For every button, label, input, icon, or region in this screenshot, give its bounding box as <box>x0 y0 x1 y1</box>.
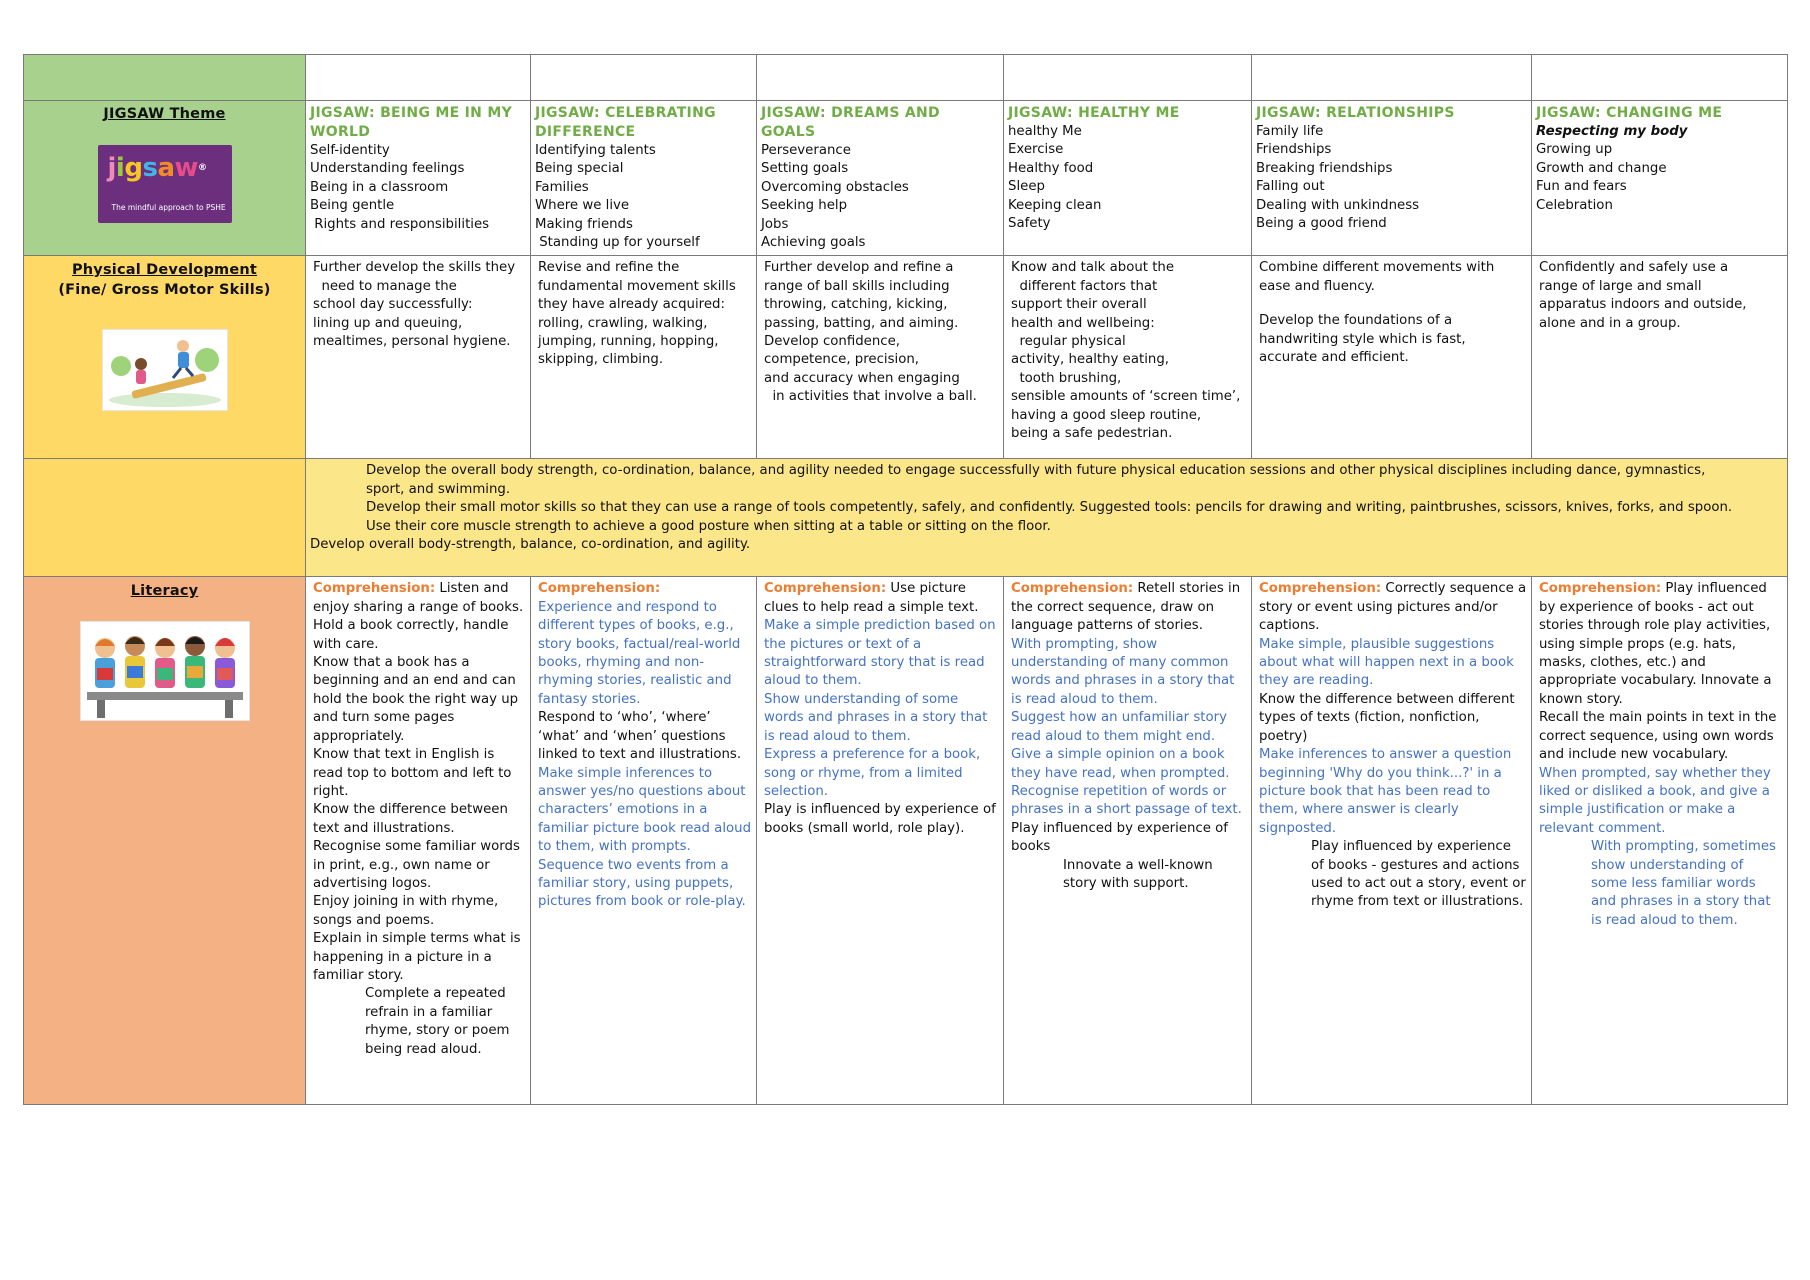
physical-skill-line: ease and fluency. <box>1259 278 1375 294</box>
jigsaw-theme-item: Self-identity <box>310 143 390 158</box>
literacy-objective-blue: Make inferences to answer a question beginning 'Why do you think...?' in a picture book that has been read to them, where answer is clearly signposted. <box>1259 747 1512 836</box>
literacy-objective-blue-indented: With prompting, sometimes show understanding of some less familiar words and phrases in a story that is read aloud to them. <box>1591 839 1776 928</box>
literacy-objective: Use picture clues to help read a simple text. <box>764 581 979 615</box>
physical-skill-line: need to manage the <box>313 278 457 294</box>
literacy-objective: Correctly sequence a story or event using pictures and/or captions. <box>1259 581 1527 634</box>
physical-cell-healthy-me <box>1004 256 1252 459</box>
physical-skill-line: handwriting style which is fast, <box>1259 331 1466 347</box>
physical-overall-header <box>24 459 306 577</box>
literacy-row-title: Literacy <box>130 583 199 600</box>
jigsaw-theme-item: Growing up <box>1536 142 1613 158</box>
jigsaw-theme-relationships <box>1252 101 1532 256</box>
children-playing-illustration <box>102 329 228 411</box>
jigsaw-theme-item: Setting goals <box>761 161 849 177</box>
blank-cell <box>1004 55 1252 101</box>
physical-overall-goal-line: Develop overall body-strength, balance, co-ordination, and agility. <box>310 537 751 553</box>
physical-overall-goal-line: sport, and swimming. <box>366 481 511 497</box>
literacy-objective-blue: Make simple inferences to answer yes/no questions about characters’ emotions in a familiar picture book read aloud to them, with prompts. <box>538 765 752 855</box>
literacy-objective: Explain in simple terms what is happening in a picture in a familiar story. <box>313 931 521 983</box>
physical-skill-line: they have already acquired: <box>538 297 725 313</box>
physical-overall-row <box>24 459 1788 577</box>
physical-skill-line: alone and in a group. <box>1539 315 1681 331</box>
literacy-objective-blue: Make simple, plausible suggestions about what will happen next in a book they are reading. <box>1259 636 1514 689</box>
physical-skill-line: fundamental movement skills <box>538 278 736 294</box>
jigsaw-theme-item: Families <box>535 179 589 195</box>
physical-skill-line: sensible amounts of ‘screen time’, <box>1011 389 1241 405</box>
jigsaw-theme-healthy-me <box>1004 101 1252 256</box>
literacy-cell-healthy-me <box>1004 577 1252 1105</box>
literacy-objective-blue: When prompted, say whether they liked or disliked a book, and give a simple justification or make a relevant comment. <box>1539 765 1771 836</box>
physical-skill-line: lining up and queuing, <box>313 315 463 331</box>
literacy-objective-blue: With prompting, show understanding of many common words and phrases in a story that is read aloud to them. <box>1011 636 1235 707</box>
jigsaw-theme-item: Healthy food <box>1008 160 1094 176</box>
comprehension-label: Comprehension: <box>1011 581 1134 597</box>
physical-cell-being-me <box>306 256 531 459</box>
jigsaw-theme-item: Sleep <box>1008 179 1045 195</box>
physical-skill-line: competence, precision, <box>764 352 919 368</box>
physical-cell-changing-me <box>1532 256 1788 459</box>
physical-skill-line: mealtimes, personal hygiene. <box>313 334 511 350</box>
literacy-row-header <box>24 577 306 1105</box>
literacy-objective-blue: Sequence two events from a familiar story, using puppets, pictures from book or role-play. <box>538 857 746 910</box>
literacy-objective-blue: Recognise repetition of words or phrases in a short passage of text. <box>1011 783 1242 818</box>
comprehension-label: Comprehension: <box>1539 581 1662 597</box>
jigsaw-theme-title: JIGSAW: HEALTHY ME <box>1008 105 1180 121</box>
logo-letter: w <box>174 153 199 184</box>
children-playing-image <box>103 330 227 410</box>
jigsaw-theme-title: JIGSAW: BEING ME IN MY WORLD <box>310 105 513 140</box>
physical-skill-line: Further develop and refine a <box>764 260 954 276</box>
physical-skill-line: passing, batting, and aiming. <box>764 315 959 331</box>
physical-skill-line: skipping, climbing. <box>538 352 664 368</box>
jigsaw-theme-item: Understanding feelings <box>310 161 465 177</box>
physical-skill-line <box>1259 296 1527 312</box>
physical-skill-line: support their overall <box>1011 297 1147 313</box>
physical-skill-line: throwing, catching, kicking, <box>764 297 948 313</box>
physical-skill-line: Revise and refine the <box>538 260 680 276</box>
physical-skill-line: range of ball skills including <box>764 278 950 294</box>
physical-overall-goal-line: Develop the overall body strength, co-ordination, balance, and agility needed to engage successfully with future physical education sessions and other physical disciplines including dance, gymnastics, <box>366 463 1706 479</box>
jigsaw-theme-item: Family life <box>1256 124 1324 139</box>
physical-skill-line: range of large and small <box>1539 278 1702 294</box>
curriculum-sheet <box>23 54 1787 1105</box>
jigsaw-theme-item: Exercise <box>1008 142 1064 158</box>
literacy-cell-dreams-and-goals <box>757 577 1004 1105</box>
jigsaw-logo <box>98 145 232 223</box>
literacy-objective: Recall the main points in text in the correct sequence, using own words and include new vocabulary. <box>1539 710 1777 763</box>
literacy-objective-blue: Give a simple opinion on a book they have read, when prompted. <box>1011 747 1230 781</box>
literacy-objective: Know the difference between text and illustrations. <box>313 802 508 836</box>
literacy-objective: Know that a book has a beginning and an end and can hold the book the right way up and turn some pages appropriately. <box>313 655 519 744</box>
jigsaw-row-header <box>24 101 306 256</box>
comprehension-label: Comprehension: <box>1259 581 1382 597</box>
literacy-objective: Hold a book correctly, handle with care. <box>313 618 509 652</box>
literacy-objective: Play is influenced by experience of books (small world, role play). <box>764 802 996 836</box>
literacy-objective-blue: Express a preference for a book, song or rhyme, from a limited selection. <box>764 747 981 799</box>
physical-skill-line: regular physical <box>1011 334 1126 350</box>
jigsaw-theme-item: Being gentle <box>310 198 395 214</box>
literacy-objective: Know the difference between different types of texts (fiction, nonfiction, poetry) <box>1259 691 1515 744</box>
jigsaw-theme-item: Being in a classroom <box>310 179 449 195</box>
physical-skill-line: rolling, crawling, walking, <box>538 315 708 331</box>
physical-cell-relationships <box>1252 256 1532 459</box>
literacy-cell-being-me <box>306 577 531 1105</box>
physical-development-row <box>24 256 1788 459</box>
logo-letter: g <box>124 153 143 184</box>
jigsaw-theme-subtitle: Respecting my body <box>1536 124 1688 139</box>
physical-skill-line: tooth brushing, <box>1011 370 1122 386</box>
jigsaw-theme-title: JIGSAW: DREAMS AND GOALS <box>761 105 940 140</box>
physical-row-header <box>24 256 306 459</box>
blank-header-row <box>24 55 1788 101</box>
literacy-objective: Listen and enjoy sharing a range of books. <box>313 581 524 615</box>
physical-skill-line: Know and talk about the <box>1011 260 1175 276</box>
jigsaw-theme-item: Perseverance <box>761 143 851 158</box>
jigsaw-theme-being-me <box>306 101 531 256</box>
jigsaw-theme-title: JIGSAW: CELEBRATING DIFFERENCE <box>535 105 716 140</box>
jigsaw-theme-changing-me <box>1532 101 1788 256</box>
jigsaw-theme-item: Jobs <box>761 216 789 232</box>
literacy-objective: Respond to ‘who’, ‘where’ ‘what’ and ‘when’ questions linked to text and illustrations. <box>538 710 742 763</box>
children-reading-image <box>81 622 249 720</box>
jigsaw-theme-item: Dealing with unkindness <box>1256 197 1420 213</box>
physical-skill-line: having a good sleep routine, <box>1011 407 1202 423</box>
jigsaw-theme-item: Growth and change <box>1536 160 1667 176</box>
physical-cell-dreams-and-goals <box>757 256 1004 459</box>
jigsaw-theme-item: Being special <box>535 161 624 177</box>
jigsaw-theme-item: Standing up for yourself <box>535 235 700 251</box>
logo-letter: j <box>107 153 116 184</box>
jigsaw-theme-item: Fun and fears <box>1536 179 1627 195</box>
literacy-cell-relationships <box>1252 577 1532 1105</box>
jigsaw-row-title: JIGSAW Theme <box>103 106 226 122</box>
jigsaw-logo-tagline: The mindful approach to PSHE <box>111 203 226 213</box>
literacy-objective-blue: Suggest how an unfamiliar story read aloud to them might end. <box>1011 710 1227 744</box>
literacy-objective: Recognise some familiar words in print, e.g., own name or advertising logos. <box>313 839 520 891</box>
jigsaw-theme-item: Making friends <box>535 216 633 232</box>
blank-corner-cell <box>24 55 306 101</box>
physical-overall-goal-line: Develop their small motor skills so that they can use a range of tools competently, safely, and confidently. Suggested tools: pencils for drawing and writing, paintbrushes, scissors, knives, forks, and spoon. <box>366 500 1733 516</box>
physical-skill-line: health and wellbeing: <box>1011 315 1155 331</box>
literacy-objective: Play influenced by experience of books - act out stories through role play activities, using simple props (e.g. hats, masks, clothes, etc.) and appropriate vocabulary. Innovate a known story. <box>1539 581 1772 707</box>
curriculum-table <box>23 54 1788 1105</box>
physical-row-title: Physical Development <box>71 262 258 279</box>
jigsaw-theme-item: Breaking friendships <box>1256 160 1393 176</box>
literacy-objective: Know that text in English is read top to bottom and left to right. <box>313 747 512 799</box>
physical-overall-goal-line: Use their core muscle strength to achieve a good posture when sitting at a table or sitting on the floor. <box>366 518 1051 534</box>
physical-skill-line: jumping, running, hopping, <box>538 334 719 350</box>
physical-skill-line: activity, healthy eating, <box>1011 352 1169 368</box>
blank-cell <box>531 55 757 101</box>
physical-skill-line: Combine different movements with <box>1259 260 1495 276</box>
jigsaw-theme-item: Being a good friend <box>1256 216 1387 232</box>
jigsaw-theme-item: Rights and responsibilities <box>310 216 490 232</box>
logo-letter: s <box>142 153 158 184</box>
physical-skill-line: Develop confidence, <box>764 334 900 350</box>
physical-overall-goals <box>306 459 1788 577</box>
jigsaw-theme-dreams-and-goals <box>757 101 1004 256</box>
literacy-cell-celebrating-difference <box>531 577 757 1105</box>
logo-letter: i <box>115 153 125 184</box>
jigsaw-theme-item: Overcoming obstacles <box>761 179 909 195</box>
jigsaw-theme-item: Keeping clean <box>1008 197 1102 213</box>
physical-skill-line: Further develop the skills they <box>313 260 516 276</box>
jigsaw-theme-item: Where we live <box>535 198 630 214</box>
trademark-mark: ® <box>198 163 207 174</box>
comprehension-label: Comprehension: <box>764 581 887 597</box>
physical-cell-celebrating-difference <box>531 256 757 459</box>
jigsaw-logo-wordmark <box>107 153 207 184</box>
literacy-objective: Retell stories in the correct sequence, draw on language patterns of stories. <box>1011 581 1241 634</box>
jigsaw-theme-item: Celebration <box>1536 197 1613 213</box>
physical-skill-line: Confidently and safely use a <box>1539 260 1729 276</box>
physical-skill-line: accurate and efficient. <box>1259 350 1409 366</box>
logo-letter: a <box>157 153 175 184</box>
physical-skill-line: apparatus indoors and outside, <box>1539 297 1747 313</box>
literacy-objective-blue: Make a simple prediction based on the pictures or text of a straightforward story that is read aloud to them. <box>764 618 996 689</box>
jigsaw-theme-item: Seeking help <box>761 198 848 214</box>
physical-skill-line: different factors that <box>1011 278 1158 294</box>
physical-skill-line: Develop the foundations of a <box>1259 313 1453 329</box>
literacy-objective-indented: Complete a repeated refrain in a familiar rhyme, story or poem being read aloud. <box>365 986 510 1057</box>
jigsaw-theme-item: Identifying talents <box>535 143 656 158</box>
physical-row-subtitle: (Fine/ Gross Motor Skills) <box>58 281 271 298</box>
blank-cell <box>306 55 531 101</box>
physical-skill-line: being a safe pedestrian. <box>1011 426 1173 442</box>
literacy-cell-changing-me <box>1532 577 1788 1105</box>
blank-cell <box>1252 55 1532 101</box>
jigsaw-theme-item: Friendships <box>1256 142 1332 158</box>
literacy-objective-blue: Show understanding of some words and phrases in a story that is read aloud to them. <box>764 691 988 744</box>
jigsaw-theme-title: JIGSAW: RELATIONSHIPS <box>1256 105 1455 121</box>
literacy-objective-indented: Play influenced by experience of books - gestures and actions used to act out a story, event or rhyme from text or illustrations. <box>1311 839 1526 910</box>
blank-cell <box>1532 55 1788 101</box>
jigsaw-theme-item: healthy Me <box>1008 124 1082 139</box>
jigsaw-theme-title: JIGSAW: CHANGING ME <box>1536 105 1723 121</box>
literacy-objective: Enjoy joining in with rhyme, songs and poems. <box>313 894 499 928</box>
literacy-objective-indented: Innovate a well-known story with support. <box>1063 857 1213 891</box>
jigsaw-row <box>24 101 1788 256</box>
comprehension-label: Comprehension: <box>313 581 436 597</box>
physical-skill-line: in activities that involve a ball. <box>764 389 977 405</box>
blank-cell <box>757 55 1004 101</box>
jigsaw-theme-item: Safety <box>1008 216 1051 232</box>
literacy-row <box>24 577 1788 1105</box>
jigsaw-theme-item: Falling out <box>1256 179 1325 195</box>
children-reading-illustration <box>80 621 250 721</box>
jigsaw-theme-celebrating-difference <box>531 101 757 256</box>
physical-skill-line: school day successfully: <box>313 297 473 313</box>
physical-skill-line: and accuracy when engaging <box>764 370 960 386</box>
literacy-objective: Play influenced by experience of books <box>1011 820 1228 855</box>
jigsaw-theme-item: Achieving goals <box>761 235 866 251</box>
literacy-objective-blue: Experience and respond to different types of books, e.g., story books, factual/real-world books, rhyming and non-rhyming stories, realistic and fantasy stories. <box>538 599 741 707</box>
comprehension-label: Comprehension: <box>538 581 661 597</box>
